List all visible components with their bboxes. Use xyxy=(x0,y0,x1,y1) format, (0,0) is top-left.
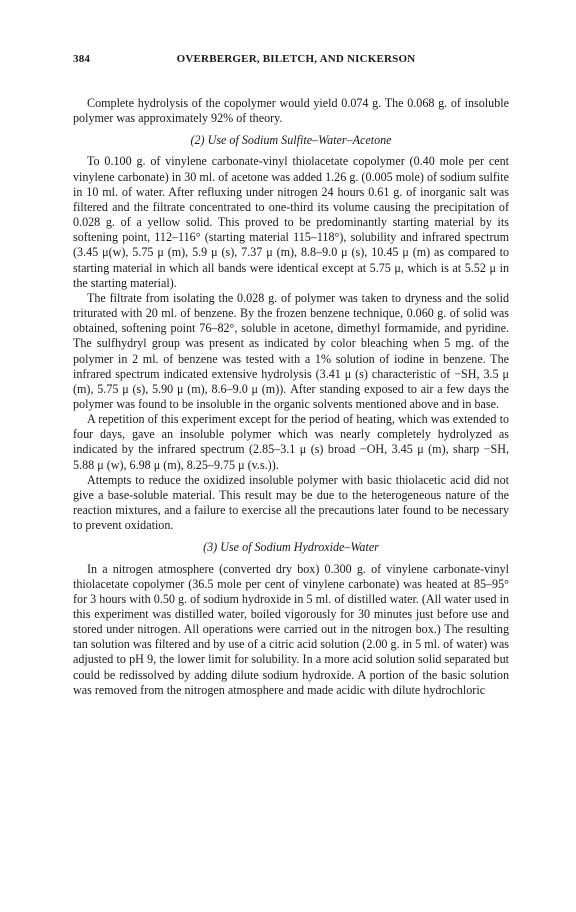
paragraph-hydrolysis-yield: Complete hydrolysis of the copolymer would yield 0.074 g. The 0.068 g. of insoluble polymer was approximately 92% of theory. xyxy=(73,96,509,126)
paragraph-hydroxide-procedure: In a nitrogen atmosphere (converted dry box) 0.300 g. of vinylene carbonate-vinyl thiolacetate copolymer (36.5 mole per cent of vinylene carbonate) was heated at 85–95° for 3 hours with 0.50 g. of sodium hydroxide in 5 ml. of distilled water. (All water used in this experiment was distilled water, boiled vigorously for 30 minutes just before use and stored under nitrogen. All operations were carried out in the nitrogen box.) The resulting tan solution was filtered and by use of a citric acid solution (2.00 g. in 5 ml. of water) was adjusted to pH 9, the lower limit for solubility. In a more acid solution solid separated but could be redissolved by adding dilute sodium hydroxide. A portion of the basic solution was removed from the nitrogen atmosphere and made acidic with dilute hydrochloric xyxy=(73,561,509,697)
section-title: Use of Sodium Hydroxide–Water xyxy=(220,540,379,555)
page-number: 384 xyxy=(73,53,91,65)
section-heading-sodium-sulfite xyxy=(73,133,509,148)
paragraph-reduction-attempts: Attempts to reduce the oxidized insoluble polymer with basic thiolacetic acid did not give a base-soluble material. This result may be due to the heterogeneous nature of the reaction mixtures, and a failure to exercise all the precautions later found to be necessary to prevent oxidation. xyxy=(73,472,509,533)
section-title: Use of Sodium Sulfite–Water–Acetone xyxy=(207,133,392,148)
section-number: (3) xyxy=(203,540,218,555)
paragraph-filtrate: The filtrate from isolating the 0.028 g. of polymer was taken to dryness and the solid triturated with 20 ml. of benzene. By the frozen benzene technique, 0.060 g. of solid was obtained, softening point 76–82°, soluble in acetone, dimethyl formamide, and pyridine. The sulfhydryl group was present as indicated by color bleaching when 5 mg. of the polymer in 2 ml. of benzene was tested with a 1% solution of iodine in benzene. The infrared spectrum indicated extensive hydrolysis (3.41 μ (s) characteristic of −SH, 3.5 μ (m), 5.75 μ (s), 5.90 μ (m), 8.6–9.0 μ (m)). After standing exposed to air a few days the polymer was found to be insoluble in the organic solvents mentioned above and in base. xyxy=(73,290,509,411)
section-number: (2) xyxy=(190,133,205,148)
paper-page xyxy=(73,52,509,698)
paragraph-sulfite-procedure: To 0.100 g. of vinylene carbonate-vinyl thiolacetate copolymer (0.40 mole per cent vinylene carbonate) in 30 ml. of acetone was added 1.26 g. (0.005 mole) of sodium sulfite in 10 ml. of water. After refluxing under nitrogen 24 hours 0.61 g. of inorganic salt was filtered and the filtrate concentrated to one-third its volume causing the precipitation of 0.028 g. of a yellow solid. This proved to be predominantly starting material by its softening point, 112–116° (starting material 115–118°), solubility and infrared spectrum (3.45 μ(w), 5.75 μ (m), 5.9 μ (s), 7.37 μ (m), 8.8–9.0 μ (s), 10.45 μ (m) as compared to starting material in which all bands were identical except at 5.75 μ, which is at 5.52 μ in the starting material). xyxy=(73,154,509,290)
paragraph-repetition: A repetition of this experiment except for the period of heating, which was extended to four days, gave an insoluble polymer which was nearly completely hydrolyzed as indicated by the infrared spectrum (2.85–3.1 μ (s) broad −OH, 3.45 μ (m), sharp −SH, 5.88 μ (w), 6.98 μ (m), 8.25–9.75 μ (v.s.)). xyxy=(73,412,509,472)
page-header xyxy=(73,52,509,68)
running-head: OVERBERGER, BILETCH, AND NICKERSON xyxy=(176,53,416,65)
section-heading-sodium-hydroxide xyxy=(73,540,509,555)
